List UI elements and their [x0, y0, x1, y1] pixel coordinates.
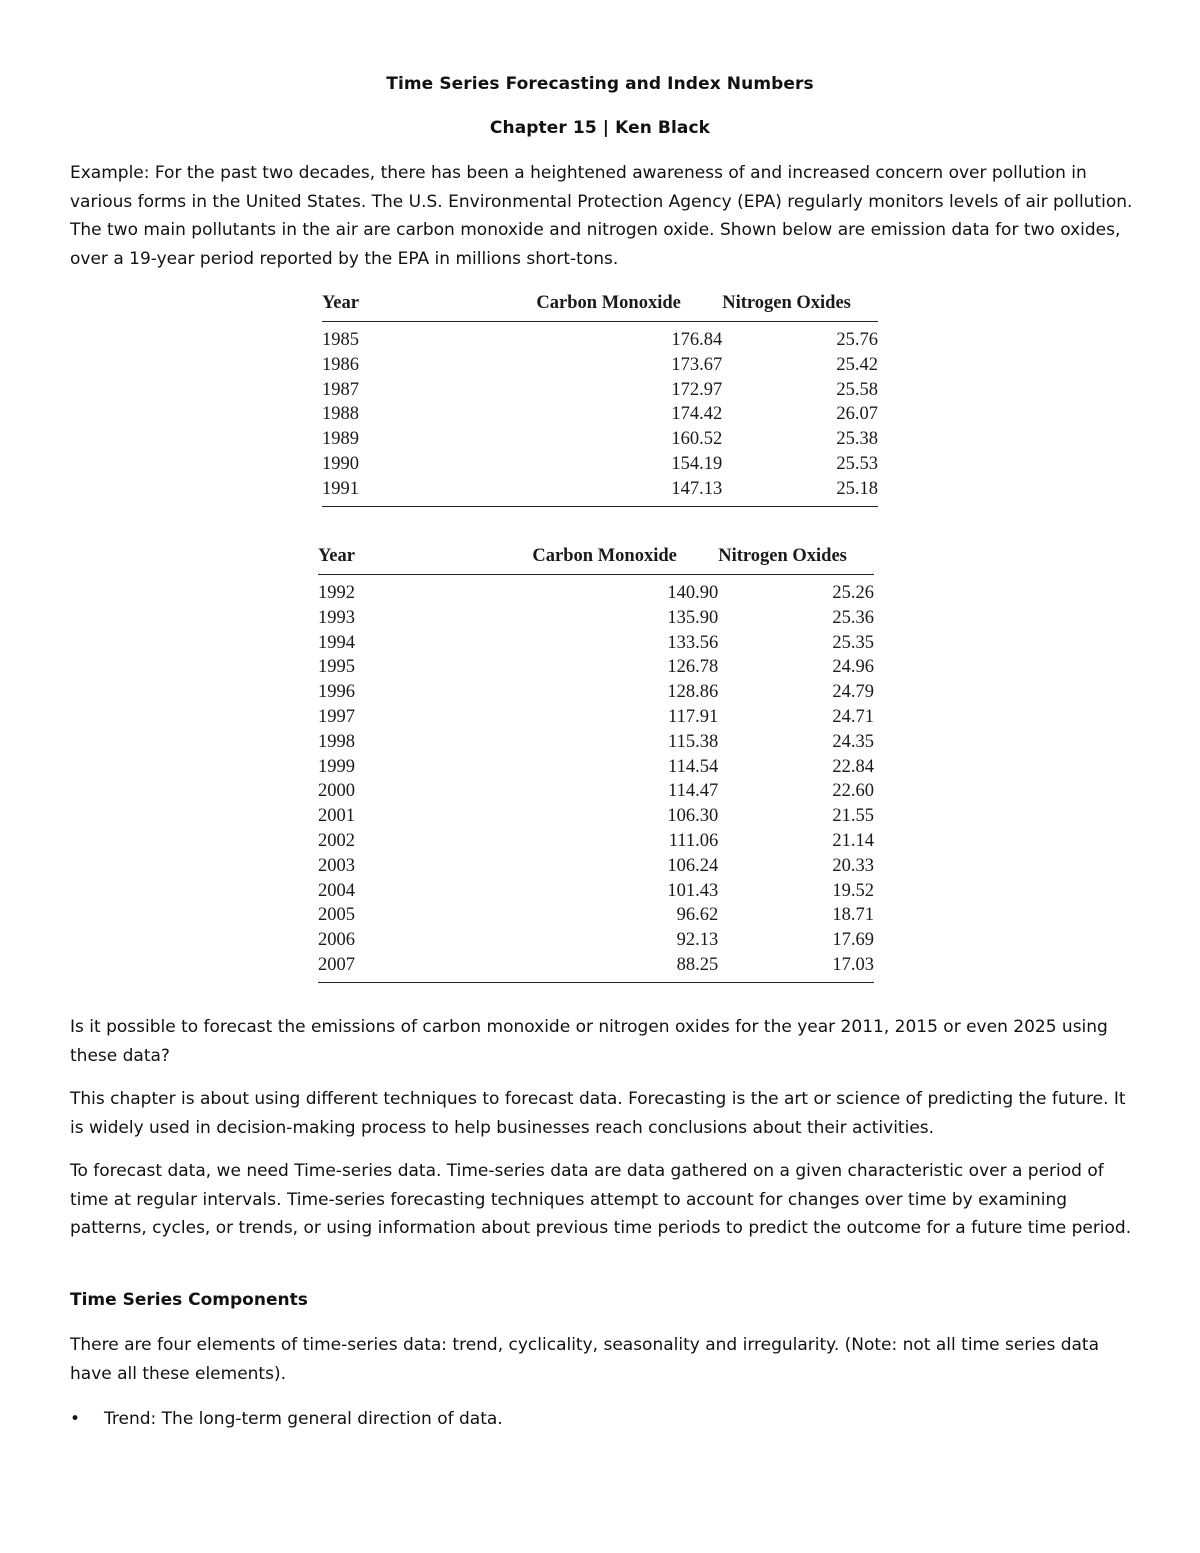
- table-row: [318, 779, 874, 804]
- cell-carbon-monoxide: 114.47: [668, 781, 719, 802]
- table-row: [318, 928, 874, 953]
- cell-year: 2002: [318, 830, 355, 851]
- cell-year: 1990: [322, 453, 359, 474]
- cell-year: 1992: [318, 583, 355, 603]
- table-row: [318, 879, 874, 904]
- header-year: Year: [322, 292, 496, 322]
- table-row: [322, 322, 878, 353]
- table-row: [318, 655, 874, 680]
- table-row: [318, 903, 874, 928]
- table-row: [318, 680, 874, 705]
- cell-year: 1991: [322, 477, 496, 506]
- cell-nitrogen-oxides: 25.38: [836, 429, 878, 450]
- cell-nitrogen-oxides: 18.71: [832, 905, 874, 926]
- table-row: [322, 477, 878, 506]
- cell-carbon-monoxide: 88.25: [492, 953, 718, 982]
- time-series-paragraph: To forecast data, we need Time-series data. Time-series data are data gathered on a given characteristic over a period of time at regular intervals. Time-series forecasting techniques attempt to account for changes over time by examining patterns, cycles, or trends, or using information about previous time periods to predict the outcome for a future time period.: [70, 1161, 1132, 1238]
- header-nitrogen-oxides: Nitrogen Oxides: [722, 292, 878, 322]
- cell-carbon-monoxide: 126.78: [667, 657, 719, 678]
- cell-year: 1995: [318, 657, 355, 678]
- cell-carbon-monoxide: 154.19: [671, 453, 723, 474]
- table-row: [322, 353, 878, 378]
- header-carbon-monoxide: Carbon Monoxide: [492, 545, 718, 575]
- cell-carbon-monoxide: 128.86: [667, 682, 719, 703]
- header-nitrogen-oxides: Nitrogen Oxides: [718, 545, 874, 575]
- page-title: Time Series Forecasting and Index Numbers: [386, 74, 814, 94]
- cell-year: 1998: [318, 731, 355, 752]
- cell-carbon-monoxide: 140.90: [667, 583, 719, 603]
- cell-year: 1994: [318, 632, 355, 653]
- table-row: [318, 575, 874, 606]
- cell-carbon-monoxide: 117.91: [668, 706, 719, 727]
- cell-nitrogen-oxides: 25.58: [836, 379, 878, 400]
- table-row: [318, 829, 874, 854]
- table-row: [322, 427, 878, 452]
- cell-year: 2003: [318, 855, 355, 876]
- intro-paragraph: Example: For the past two decades, there has been a heightened awareness of and increased concern over pollution in various forms in the United States. The U.S. Environmental Protection Agency (EPA) regularly monitors levels of air pollution. The two main pollutants in the air are carbon monoxide and nitrogen oxide. Shown below are emission data for two oxides, over a 19-year period reported by the EPA in millions short-tons.: [70, 163, 1133, 269]
- cell-year: 1999: [318, 756, 355, 777]
- cell-carbon-monoxide: 96.62: [676, 905, 719, 926]
- cell-nitrogen-oxides: 25.18: [722, 477, 878, 506]
- cell-nitrogen-oxides: 19.52: [832, 880, 874, 901]
- cell-year: 1993: [318, 607, 355, 628]
- cell-carbon-monoxide: 174.42: [671, 404, 723, 425]
- table-row: [318, 804, 874, 829]
- cell-nitrogen-oxides: 25.36: [832, 607, 874, 628]
- cell-nitrogen-oxides: 25.26: [832, 583, 874, 603]
- table-row: [318, 705, 874, 730]
- emissions-table-1985-1991: [322, 292, 878, 507]
- header-year: Year: [318, 545, 492, 575]
- cell-nitrogen-oxides: 25.42: [836, 354, 878, 375]
- table-row: [318, 606, 874, 631]
- cell-carbon-monoxide: 135.90: [667, 607, 719, 628]
- table-row: [318, 854, 874, 879]
- cell-year: 1996: [318, 682, 355, 703]
- cell-carbon-monoxide: 147.13: [496, 477, 722, 506]
- cell-carbon-monoxide: 101.43: [667, 880, 719, 901]
- cell-year: 2007: [318, 953, 492, 982]
- cell-year: 1988: [322, 404, 359, 425]
- components-heading: Time Series Components: [70, 1290, 308, 1310]
- cell-carbon-monoxide: 160.52: [671, 429, 723, 450]
- cell-year: 1987: [322, 379, 359, 400]
- header-carbon-monoxide: Carbon Monoxide: [496, 292, 722, 322]
- cell-year: 2004: [318, 880, 355, 901]
- cell-carbon-monoxide: 115.38: [668, 731, 719, 752]
- cell-year: 1985: [322, 330, 359, 350]
- cell-nitrogen-oxides: 25.35: [832, 632, 874, 653]
- emissions-table-1992-2007: [318, 545, 874, 983]
- table-header-row: [318, 545, 874, 575]
- cell-year: 2001: [318, 806, 355, 827]
- table-row: [318, 631, 874, 656]
- cell-nitrogen-oxides: 24.71: [832, 706, 874, 727]
- cell-nitrogen-oxides: 22.60: [832, 781, 874, 802]
- table-row: [322, 378, 878, 403]
- cell-year: 1997: [318, 706, 355, 727]
- cell-nitrogen-oxides: 17.69: [832, 930, 874, 951]
- cell-carbon-monoxide: 133.56: [667, 632, 719, 653]
- cell-year: 1986: [322, 354, 359, 375]
- cell-nitrogen-oxides: 17.03: [718, 953, 874, 982]
- cell-nitrogen-oxides: 21.14: [832, 830, 874, 851]
- cell-carbon-monoxide: 92.13: [676, 930, 719, 951]
- table-row: [318, 730, 874, 755]
- cell-nitrogen-oxides: 20.33: [832, 855, 874, 876]
- bullet-icon: •: [70, 1409, 81, 1429]
- cell-nitrogen-oxides: 26.07: [836, 404, 878, 425]
- cell-year: 1989: [322, 429, 359, 450]
- cell-carbon-monoxide: 172.97: [671, 379, 723, 400]
- cell-year: 2000: [318, 781, 355, 802]
- cell-nitrogen-oxides: 22.84: [832, 756, 874, 777]
- cell-carbon-monoxide: 114.54: [668, 756, 719, 777]
- cell-nitrogen-oxides: 25.53: [836, 453, 878, 474]
- table-row: [322, 402, 878, 427]
- cell-nitrogen-oxides: 25.76: [836, 330, 878, 350]
- components-paragraph: There are four elements of time-series data: trend, cyclicality, seasonality and irregularity. (Note: not all time series data have all these elements).: [70, 1335, 1099, 1384]
- table-row: [318, 755, 874, 780]
- cell-carbon-monoxide: 173.67: [671, 354, 723, 375]
- cell-carbon-monoxide: 106.24: [667, 855, 719, 876]
- cell-nitrogen-oxides: 21.55: [832, 806, 874, 827]
- cell-nitrogen-oxides: 24.96: [832, 657, 874, 678]
- cell-carbon-monoxide: 106.30: [667, 806, 719, 827]
- table-header-row: [322, 292, 878, 322]
- cell-carbon-monoxide: 111.06: [668, 830, 719, 851]
- question-paragraph: Is it possible to forecast the emissions of carbon monoxide or nitrogen oxides for the year 2011, 2015 or even 2025 using these data?: [70, 1017, 1108, 1066]
- bullet-item-trend: [70, 1405, 503, 1433]
- cell-nitrogen-oxides: 24.79: [832, 682, 874, 703]
- table-row: [318, 953, 874, 982]
- cell-year: 2006: [318, 930, 355, 951]
- cell-nitrogen-oxides: 24.35: [832, 731, 874, 752]
- table-row: [322, 452, 878, 477]
- cell-year: 2005: [318, 905, 355, 926]
- page-subtitle: Chapter 15 | Ken Black: [489, 118, 711, 138]
- bullet-text: Trend: The long-term general direction of data.: [104, 1409, 503, 1429]
- cell-carbon-monoxide: 176.84: [671, 330, 723, 350]
- forecasting-paragraph: This chapter is about using different techniques to forecast data. Forecasting is the art or science of predicting the future. It is widely used in decision-making process to help businesses reach conclusions about their activities.: [70, 1089, 1126, 1138]
